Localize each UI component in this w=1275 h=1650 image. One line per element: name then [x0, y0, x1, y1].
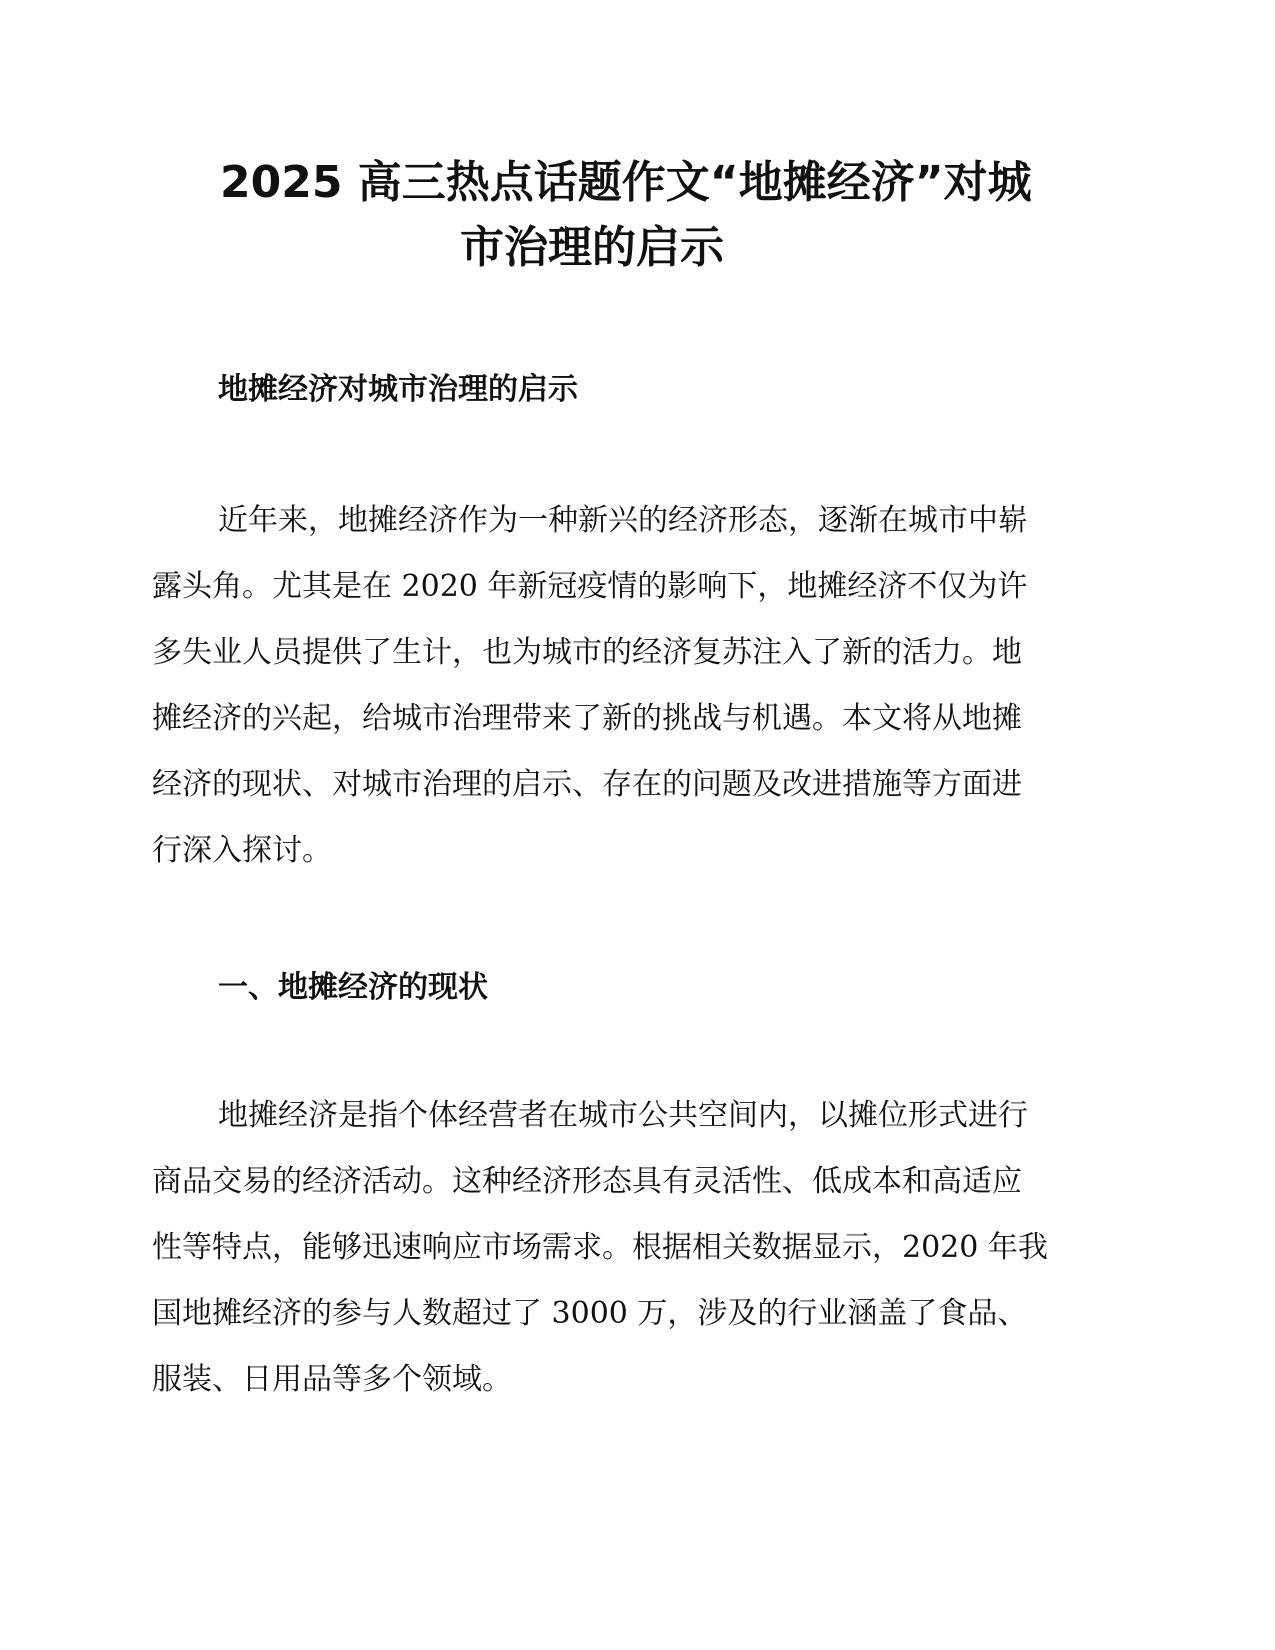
subtitle: 地摊经济对城市治理的启示	[218, 372, 578, 407]
paragraph-line: 商品交易的经济活动。这种经济形态具有灵活性、低成本和高适应	[152, 1164, 1022, 1199]
title-line: 市治理的启示	[460, 222, 724, 273]
paragraph-line: 近年来，地摊经济作为一种新兴的经济形态，逐渐在城市中崭	[218, 503, 1028, 538]
document-title	[220, 150, 1120, 280]
paragraph-line: 地摊经济是指个体经营者在城市公共空间内，以摊位形式进行	[218, 1098, 1028, 1133]
paragraph-line: 经济的现状、对城市治理的启示、存在的问题及改进措施等方面进	[152, 767, 1022, 802]
paragraph-line: 摊经济的兴起，给城市治理带来了新的挑战与机遇。本文将从地摊	[152, 701, 1022, 736]
paragraph-line: 行深入探讨。	[152, 833, 332, 868]
paragraph-line: 国地摊经济的参与人数超过了 3000 万，涉及的行业涵盖了食品、	[152, 1296, 1028, 1331]
paragraph-line: 多失业人员提供了生计，也为城市的经济复苏注入了新的活力。地	[152, 635, 1022, 670]
paragraph-line: 性等特点，能够迅速响应市场需求。根据相关数据显示，2020 年我	[152, 1230, 1048, 1265]
section-1-paragraph	[152, 1083, 1122, 1413]
title-line: 2025 高三热点话题作文“地摊经济”对城	[220, 157, 1032, 208]
intro-paragraph	[152, 488, 1122, 884]
paragraph-line: 露头角。尤其是在 2020 年新冠疫情的影响下，地摊经济不仅为许	[152, 569, 1028, 604]
paragraph-line: 服装、日用品等多个领域。	[152, 1362, 512, 1397]
section-heading: 一、地摊经济的现状	[218, 970, 488, 1005]
